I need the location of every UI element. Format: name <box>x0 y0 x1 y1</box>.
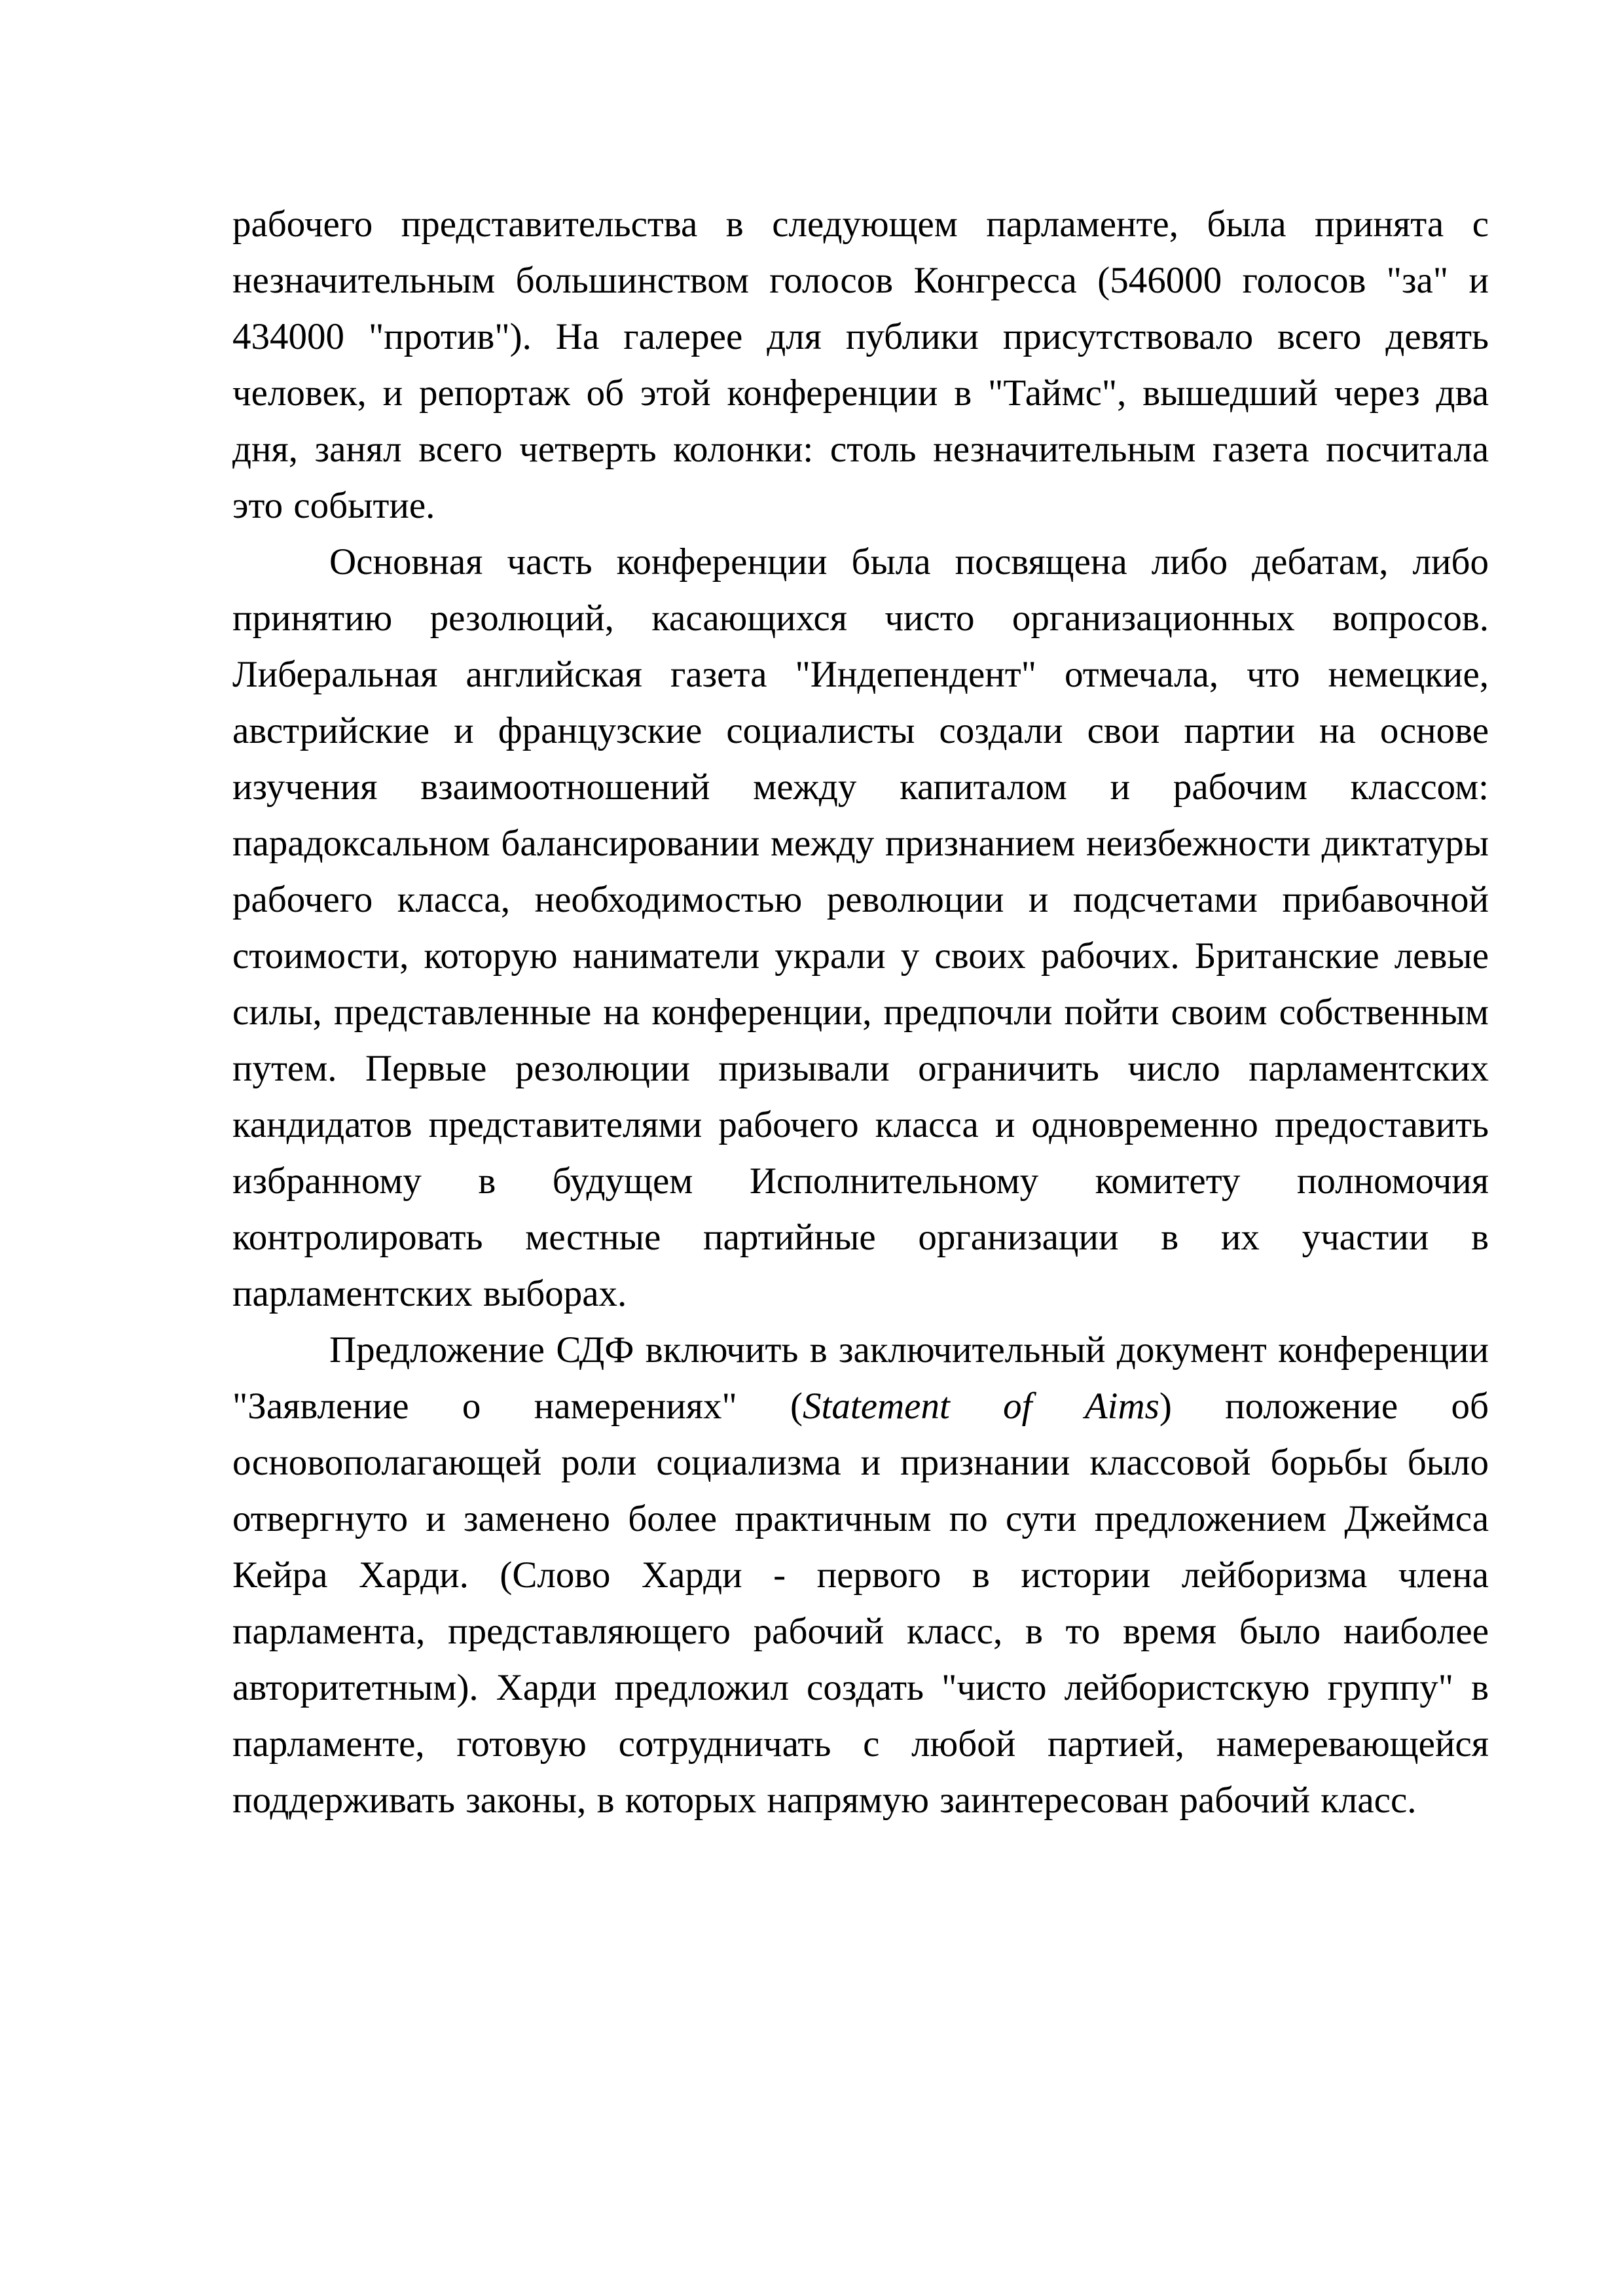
paragraph-3 <box>232 1322 1489 1829</box>
paragraph-3-text-before: Предложение СДФ включить в заключительный документ конференции "Заявление о намерениях" ( <box>232 1329 1489 1427</box>
paragraph-1: рабочего представительства в следующем парламенте, была принята с незначительным большинством голосов Конгресса (546000 голосов "за" и 434000 "против"). На галерее для публики присутствовало всего девять человек, и репортаж об этой конференции в "Таймс", вышедший через два дня, занял всего четверть колонки: столь незначительным газета посчитала это событие. <box>232 204 1489 526</box>
paragraph-3-italic-phrase: Statement of Aims <box>803 1386 1159 1427</box>
paragraph-3-text-after: ) положение об основополагающей роли социализма и признании классовой борьбы было отвергнуто и заменено более практичным по сути предложением Джеймса Кейра Харди. (Слово Харди - первого в истории лейборизма члена парламента, представляющего рабочий класс, в то время было наиболее авторитетным). Харди предложил создать "чисто лейбористскую группу" в парламенте, готовую сотрудничать с любой партией, намеревающейся поддерживать законы, в которых напрямую заинтересован рабочий класс. <box>232 1386 1489 1821</box>
paragraph-2: Основная часть конференции была посвящена либо дебатам, либо принятию резолюций, касающихся чисто организационных вопросов. Либеральная английская газета "Индепендент" отмечала, что немецкие, австрийские и французские социалисты создали свои партии на основе изучения взаимоотношений между капиталом и рабочим классом: парадоксальном балансировании между признанием неизбежности диктатуры рабочего класса, необходимостью революции и подсчетами прибавочной стоимости, которую наниматели украли у своих рабочих. Британские левые силы, представленные на конференции, предпочли пойти своим собственным путем. Первые резолюции призывали ограничить число парламентских кандидатов представителями рабочего класса и одновременно предоставить избранному в будущем Исполнительному комитету полномочия контролировать местные партийные организации в их участии в парламентских выборах. <box>232 541 1489 1314</box>
